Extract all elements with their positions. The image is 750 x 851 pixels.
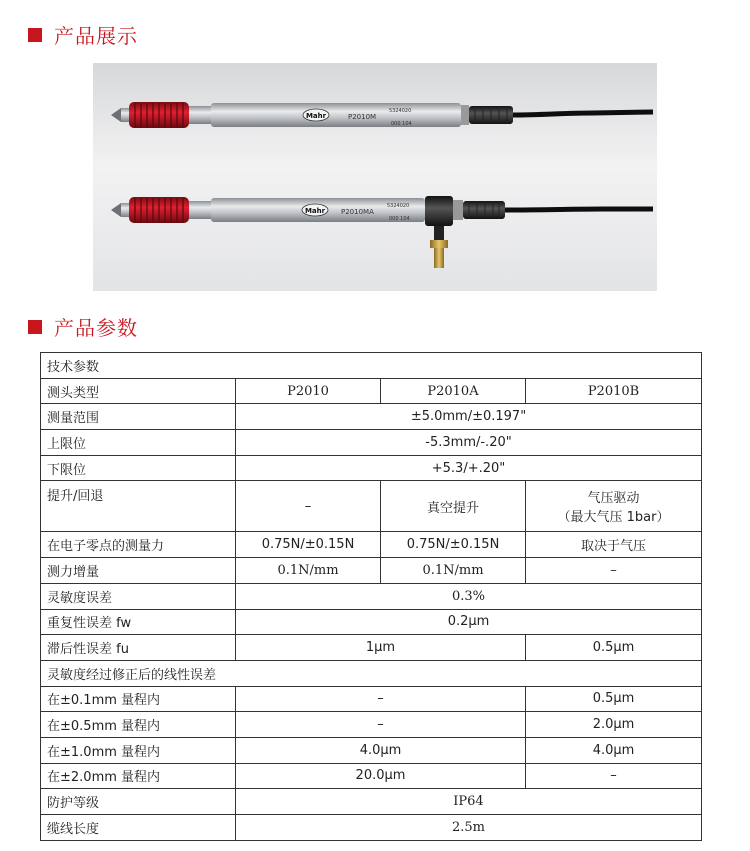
cell-p2010-p2010a: – [236, 686, 526, 712]
section-title-text: 产品参数 [54, 316, 138, 340]
cell-value: -5.3mm/-.20" [236, 430, 702, 456]
table-row [41, 404, 702, 430]
table-row [41, 737, 702, 763]
cell-p2010: 0.1N/mm [236, 558, 381, 584]
cell-p2010a: P2010A [381, 378, 526, 404]
cell-value: ±5.0mm/±0.197" [236, 404, 702, 430]
cell-line: （最大气压 1bar） [557, 510, 670, 526]
table-row [41, 558, 702, 584]
cell-p2010b [526, 481, 702, 532]
cell-p2010b: – [526, 558, 702, 584]
cell-line: 气压驱动 [587, 491, 640, 507]
serial-label: 5324020 [389, 108, 412, 114]
cell-p2010b: 取决于气压 [526, 532, 702, 558]
table-row [41, 712, 702, 738]
model-label: P2010MA [341, 208, 374, 216]
probe-illustration [93, 63, 657, 291]
table-row [41, 583, 702, 609]
row-label: 重复性误差 fw [41, 609, 236, 635]
cell-p2010a: 真空提升 [381, 481, 526, 532]
row-label: 测头类型 [41, 378, 236, 404]
section-title-text: 产品展示 [54, 24, 138, 48]
row-label: 在±1.0mm 量程内 [41, 737, 236, 763]
red-square-marker [28, 28, 42, 42]
cell-value: 0.2μm [236, 609, 702, 635]
brand-logo: Mahr [305, 112, 327, 120]
sub-header: 灵敏度经过修正后的线性误差 [41, 660, 702, 686]
cell-p2010: 0.75N/±0.15N [236, 532, 381, 558]
row-label: 上限位 [41, 430, 236, 456]
table-row [41, 430, 702, 456]
cell-p2010b: 0.5μm [526, 635, 702, 661]
row-label: 灵敏度误差 [41, 583, 236, 609]
row-label: 测量范围 [41, 404, 236, 430]
cell-p2010-p2010a: 20.0μm [236, 763, 526, 789]
cell-p2010b: – [526, 763, 702, 789]
spec-table [40, 352, 702, 841]
probe-p2010m [111, 102, 653, 128]
row-label: 在电子零点的测量力 [41, 532, 236, 558]
cell-value: +5.3/+.20" [236, 455, 702, 481]
row-label: 提升/回退 [41, 481, 236, 532]
table-header: 技术参数 [41, 353, 702, 379]
cell-p2010b: 4.0μm [526, 737, 702, 763]
row-label: 测力增量 [41, 558, 236, 584]
table-row [41, 353, 702, 379]
cell-p2010b: 2.0μm [526, 712, 702, 738]
model-label: P2010M [348, 113, 377, 121]
table-row [41, 455, 702, 481]
code-label: 000 104 [389, 216, 410, 222]
brand-logo: Mahr [304, 207, 326, 215]
table-row [41, 815, 702, 841]
serial-label: 5324020 [387, 203, 410, 209]
cell-p2010: P2010 [236, 378, 381, 404]
table-row [41, 609, 702, 635]
table-row [41, 763, 702, 789]
table-row [41, 532, 702, 558]
probe-p2010ma [111, 196, 653, 268]
cell-value: 0.3% [236, 583, 702, 609]
row-label: 防护等级 [41, 789, 236, 815]
red-square-marker [28, 320, 42, 334]
table-row [41, 686, 702, 712]
cell-p2010: – [236, 481, 381, 532]
table-row [41, 789, 702, 815]
cell-p2010a: 0.75N/±0.15N [381, 532, 526, 558]
row-label: 下限位 [41, 455, 236, 481]
product-photo [93, 63, 657, 291]
table-row [41, 378, 702, 404]
row-label: 在±0.1mm 量程内 [41, 686, 236, 712]
cell-p2010a: 0.1N/mm [381, 558, 526, 584]
section-title-parameters [28, 312, 138, 341]
cell-value: IP64 [236, 789, 702, 815]
cell-p2010-p2010a: 1μm [236, 635, 526, 661]
table-row [41, 660, 702, 686]
cell-p2010-p2010a: – [236, 712, 526, 738]
cell-p2010b: P2010B [526, 378, 702, 404]
cell-p2010b: 0.5μm [526, 686, 702, 712]
table-row [41, 635, 702, 661]
section-title-showcase [28, 20, 138, 49]
row-label: 缆线长度 [41, 815, 236, 841]
cell-value: 2.5m [236, 815, 702, 841]
row-label: 在±0.5mm 量程内 [41, 712, 236, 738]
table-row [41, 481, 702, 532]
row-label: 在±2.0mm 量程内 [41, 763, 236, 789]
cell-p2010-p2010a: 4.0μm [236, 737, 526, 763]
code-label: 000 104 [391, 121, 412, 127]
row-label: 滞后性误差 fu [41, 635, 236, 661]
